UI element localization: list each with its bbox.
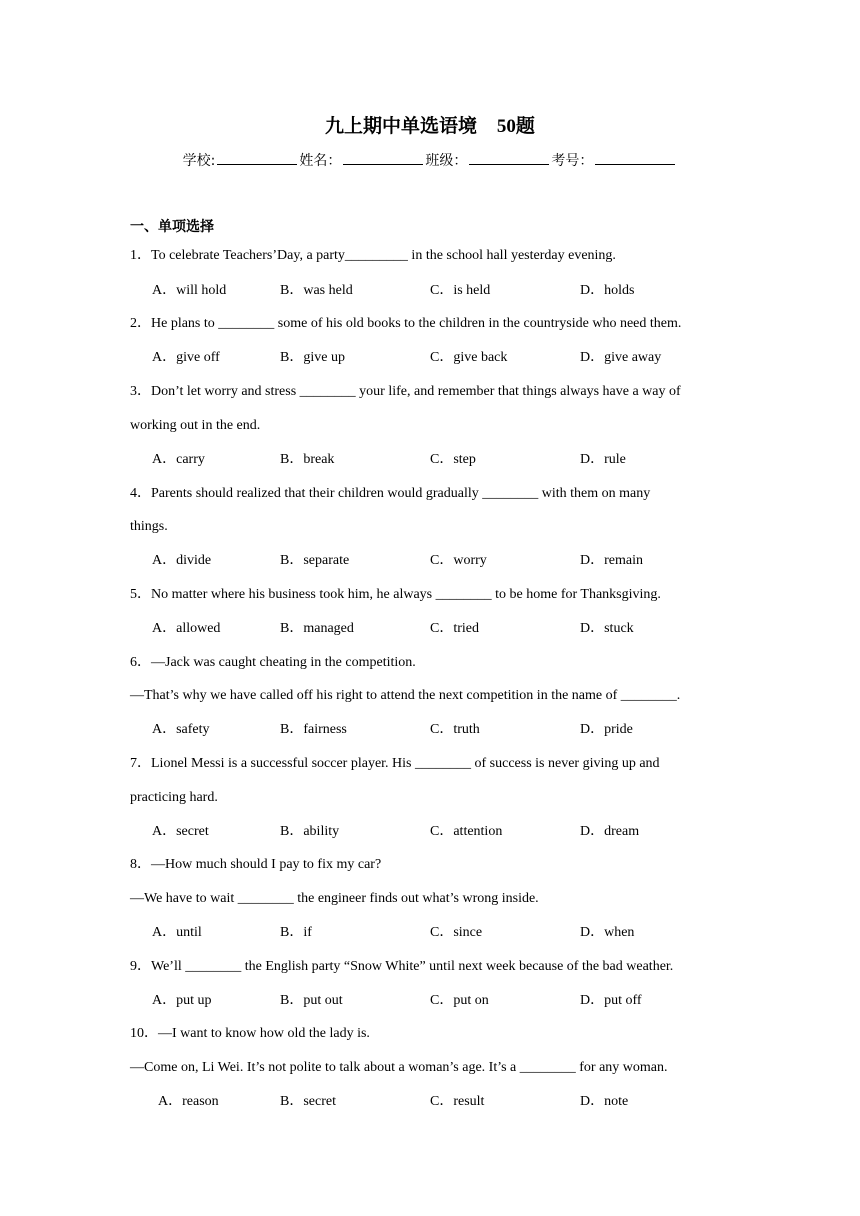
option-c[interactable]: C．step (430, 452, 476, 467)
option-a[interactable]: A．carry (152, 452, 205, 467)
option-a[interactable]: A．secret (152, 824, 209, 839)
option-c[interactable]: C．give back (430, 350, 508, 365)
option-b[interactable]: B．fairness (280, 722, 347, 737)
option-c[interactable]: C．attention (430, 824, 503, 839)
question-3-line-2: working out in the end. (130, 418, 261, 433)
option-c[interactable]: C．is held (430, 283, 491, 298)
option-d[interactable]: D．holds (580, 283, 635, 298)
question-6-line-2: —That’s why we have called off his right to attend the next competition in the name of ________. (130, 688, 681, 703)
option-d[interactable]: D．stuck (580, 621, 634, 636)
option-c[interactable]: C．tried (430, 621, 479, 636)
section-title: 一、单项选择 (130, 219, 214, 235)
option-a[interactable]: A．until (152, 925, 202, 940)
option-d[interactable]: D．pride (580, 722, 633, 737)
option-d[interactable]: D．rule (580, 452, 626, 467)
option-c[interactable]: C．put on (430, 993, 489, 1008)
option-a[interactable]: A．safety (152, 722, 210, 737)
option-d[interactable]: D．give away (580, 350, 662, 365)
option-a[interactable]: A．divide (152, 553, 212, 568)
option-a[interactable]: A．give off (152, 350, 220, 365)
option-c[interactable]: C．truth (430, 722, 480, 737)
option-c[interactable]: C．since (430, 925, 483, 940)
option-a[interactable]: A．put up (152, 993, 212, 1008)
school-blank[interactable] (217, 150, 297, 165)
question-7-line-1: 7．Lionel Messi is a successful soccer player. His ________ of success is never giving up and (130, 756, 660, 771)
question-5-line-1: 5．No matter where his business took him, he always ________ to be home for Thanksgiving. (130, 587, 661, 602)
option-b[interactable]: B．put out (280, 993, 343, 1008)
option-a[interactable]: A．will hold (152, 283, 227, 298)
title-text: 九上期中单选语境 (325, 115, 478, 137)
name-blank[interactable] (343, 150, 423, 165)
question-10-line-2: —Come on, Li Wei. It’s not polite to talk about a woman’s age. It’s a ________ for any woman. (130, 1060, 668, 1075)
option-b[interactable]: B．break (280, 452, 335, 467)
option-d[interactable]: D．note (580, 1094, 629, 1109)
option-d[interactable]: D．when (580, 925, 635, 940)
page-title (0, 112, 860, 141)
option-d[interactable]: D．put off (580, 993, 642, 1008)
exam-no-label: 考号： (551, 153, 594, 169)
option-b[interactable]: B．if (280, 925, 312, 940)
question-9-line-1: 9．We’ll ________ the English party “Snow White” until next week because of the bad weather. (130, 959, 674, 974)
option-d[interactable]: D．remain (580, 553, 643, 568)
question-1-line-1: 1．To celebrate Teachers’Day, a party_________ in the school hall yesterday evening. (130, 248, 616, 263)
class-label: 班级： (425, 153, 468, 169)
question-8-line-1: 8．—How much should I pay to fix my car? (130, 857, 382, 872)
question-2-line-1: 2．He plans to ________ some of his old books to the children in the countryside who need them. (130, 316, 682, 331)
title-count: 50题 (496, 116, 535, 137)
option-b[interactable]: B．was held (280, 283, 353, 298)
student-info-line (0, 150, 860, 171)
option-b[interactable]: B．secret (280, 1094, 336, 1109)
question-4-line-1: 4．Parents should realized that their children would gradually ________ with them on many (130, 486, 651, 501)
question-4-line-2: things. (130, 519, 168, 534)
option-c[interactable]: C．worry (430, 553, 487, 568)
option-b[interactable]: B．give up (280, 350, 345, 365)
option-b[interactable]: B．managed (280, 621, 354, 636)
question-7-line-2: practicing hard. (130, 790, 218, 805)
question-8-line-2: —We have to wait ________ the engineer finds out what’s wrong inside. (130, 891, 539, 906)
option-a[interactable]: A．reason (158, 1094, 219, 1109)
name-label: 姓名： (299, 153, 342, 169)
question-10-line-1: 10．—I want to know how old the lady is. (130, 1026, 370, 1041)
option-b[interactable]: B．separate (280, 553, 350, 568)
question-6-line-1: 6．—Jack was caught cheating in the competition. (130, 655, 416, 670)
question-3-line-1: 3．Don’t let worry and stress ________ your life, and remember that things always have a way of (130, 384, 681, 399)
option-b[interactable]: B．ability (280, 824, 340, 839)
option-c[interactable]: C．result (430, 1094, 485, 1109)
exam-no-blank[interactable] (595, 150, 675, 165)
school-label: 学校: (182, 153, 216, 169)
class-blank[interactable] (469, 150, 549, 165)
option-a[interactable]: A．allowed (152, 621, 221, 636)
option-d[interactable]: D．dream (580, 824, 640, 839)
